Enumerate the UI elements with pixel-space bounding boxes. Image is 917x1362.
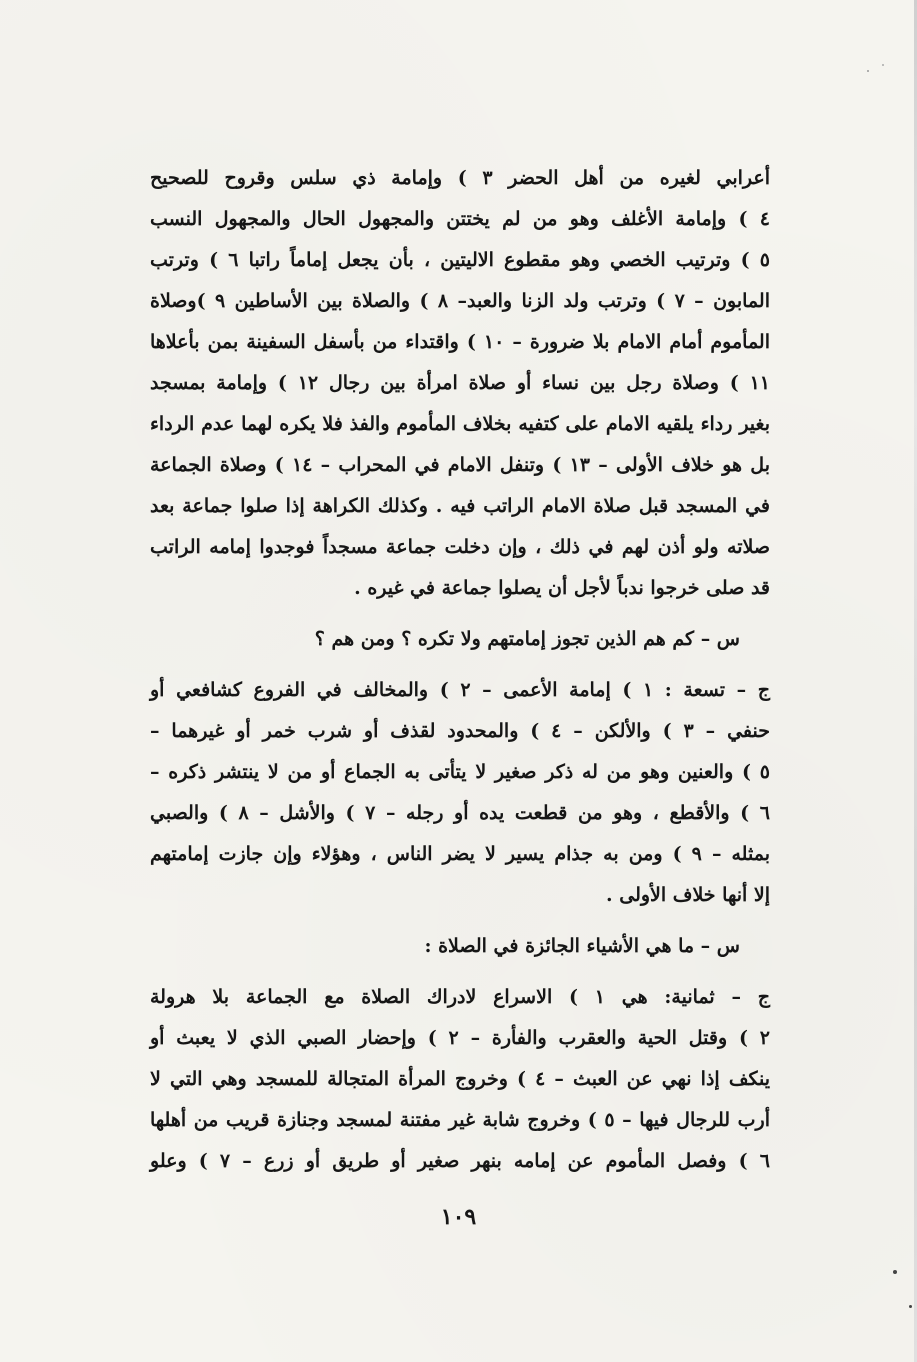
text-line: حنفي – ٣ ) والألكن – ٤ ) والمحدود لقذف أو شرب خمر أو غيرهما – — [150, 720, 771, 742]
text-line: أعرابي لغيره من أهل الحضر ٣ ) وإمامة ذي سلس وقروح للصحيح — [150, 167, 771, 189]
scan-speck — [867, 70, 869, 72]
text-line: المأموم أمام الامام بلا ضرورة – ١٠ ) واقتداء من بأسفل السفينة بمن بأعلاها — [150, 331, 771, 353]
text-line: ٥ ) والعنين وهو من له ذكر صغير لا يتأتى به الجماع أو من لا ينتشر ذكره – — [150, 761, 770, 783]
text-line: في المسجد قبل صلاة الامام الراتب فيه . وكذلك الكراهة إذا صلوا جماعة بعد — [150, 495, 770, 517]
text-line: ٦ ) وفصل المأموم عن إمامه بنهر صغير أو طريق أو زرع – ٧ ) وعلو — [150, 1150, 770, 1172]
scan-speck — [909, 1305, 912, 1308]
text-line: ٢ ) وقتل الحية والعقرب والفأرة – ٢ ) وإحضار الصبي الذي لا يعبث أو — [150, 1027, 770, 1049]
text-line: صلاته ولو أذن لهم في ذلك ، وإن دخلت جماعة مسجداً فوجدوا إمامه الراتب — [150, 536, 770, 558]
paragraph-makruhat-continued — [150, 158, 770, 609]
page-number: ١٠٩ — [440, 1204, 477, 1230]
text-line: ج – تسعة : ١ ) إمامة الأعمى – ٢ ) والمخالف في الفروع كشافعي أو — [150, 679, 770, 701]
text-line: ٥ ) وترتيب الخصي وهو مقطوع الاليتين ، بأن يجعل إماماً راتبا ٦ ) وترتب — [150, 249, 770, 271]
answer-permitted-imams — [150, 670, 770, 916]
text-line: ١١ ) وصلاة رجل بين نساء أو صلاة امرأة بين رجال ١٢ ) وإمامة بمسجد — [150, 372, 770, 394]
scan-speck — [893, 1270, 897, 1274]
answer-permitted-acts — [150, 977, 770, 1182]
page-body-text — [150, 158, 770, 1192]
scan-speck — [882, 64, 884, 66]
text-line: بل هو خلاف الأولى – ١٣ ) وتنفل الامام في المحراب – ١٤ ) وصلاة الجماعة — [150, 454, 770, 476]
question-permitted-acts — [150, 926, 770, 967]
question-line: س – ما هي الأشياء الجائزة في الصلاة : — [424, 935, 740, 957]
question-permitted-imams — [150, 619, 770, 660]
text-line: ٤ ) وإمامة الأغلف وهو من لم يختتن والمجهول الحال والمجهول النسب — [150, 208, 770, 230]
question-line: س – كم هم الذين تجوز إمامتهم ولا تكره ؟ ومن هم ؟ — [314, 628, 740, 650]
text-line: قد صلى خرجوا ندباً لأجل أن يصلوا جماعة في غيره . — [354, 577, 770, 599]
text-line: ج – ثمانية: هي ١ ) الاسراع لادراك الصلاة مع الجماعة بلا هرولة — [150, 986, 770, 1008]
text-line: إلا أنها خلاف الأولى . — [606, 884, 770, 906]
text-line: المابون – ٧ ) وترتب ولد الزنا والعبد– ٨ ) والصلاة بين الأساطين ٩ )وصلاة — [150, 290, 770, 312]
text-line: بمثله – ٩ ) ومن به جذام يسير لا يضر الناس ، وهؤلاء وإن جازت إمامتهم — [150, 843, 770, 865]
text-line: ٦ ) والأقطع ، وهو من قطعت يده أو رجله – ٧ ) والأشل – ٨ ) والصبي — [150, 802, 770, 824]
text-line: ينكف إذا نهي عن العبث – ٤ ) وخروج المرأة المتجالة للمسجد وهي التي لا — [150, 1068, 771, 1090]
text-line: بغير رداء يلقيه الامام على كتفيه بخلاف المأموم والفذ فلا يكره لهما عدم الرداء — [150, 413, 770, 435]
text-line: أرب للرجال فيها – ٥ ) وخروج شابة غير مفتنة لمسجد وجنازة قريب من أهلها — [150, 1109, 770, 1131]
